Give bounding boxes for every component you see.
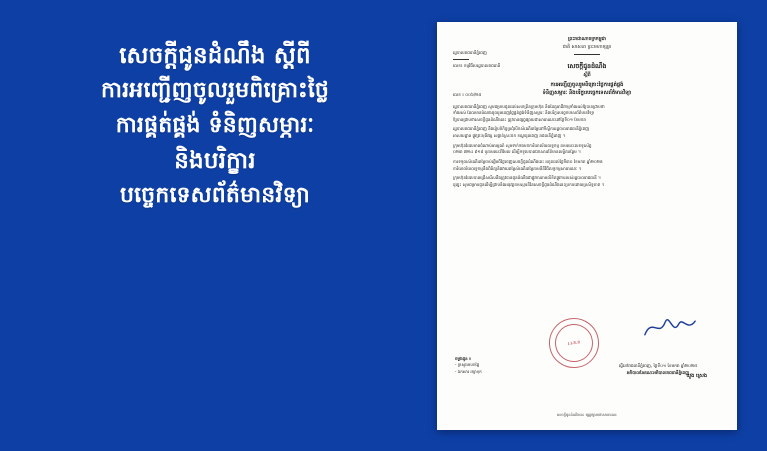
cc-block [455,356,535,376]
kingdom-line-2: ជាតិ សាសនា ព្រះមហាក្សត្រ [562,44,612,50]
handwritten-signature-icon [641,312,699,342]
official-seal-icon [546,315,602,371]
signer-name: ឃួង ស្រេង [686,373,707,379]
body-paragraph: រដ្ឋបាលរាជធានីភ្នំពេញ សូមជម្រាបជូនដល់សហគ្រិនក្រុមហ៊ុន និងដៃគូអាជីវកម្មទាំងអស់ឱ្យបានជ្រាបថា [453,103,605,109]
headline-line-4: និងបរិក្ខារ [174,148,256,175]
date-line: ធ្វើនៅរាជធានីភ្នំពេញ, ថ្ងៃទី០១ ខែមករា ឆ្នាំ២០២៥ [618,362,698,368]
body-paragraph: ក្រុមហ៊ុនដែលមានចំណាប់អារម្មណ៍ សូមទាក់ទងមកការិយាល័យលទ្ធកម្ម តាមរយៈលេខទូរស័ព្ទ [453,142,592,148]
title-line-4: ទំនិញសម្ភារៈ និងបរិក្ខារបច្ចេកទេសព័ត៌មានវិទ្យា [542,89,632,96]
title-line-1: សេចក្តីជូនដំណឹង [567,62,607,70]
header-divider [574,54,600,55]
kingdom-line-1: ព្រះរាជាណាចក្រកម្ពុជា [567,37,607,42]
body-paragraph: ក្រុមហ៊ុនដែលបានជ្រើសរើសនឹងត្រូវបានជូនដំណឹងជាផ្លូវការតាមលិខិតផ្លូវការរបស់រដ្ឋបាលរាជធានី ។ [453,175,601,181]
letter-body [453,104,721,189]
body-paragraph: រដ្ឋបាលរាជធានីភ្នំពេញ នឹងរៀបចំកិច្ចប្រជុំបើកសំណើរតម្លៃនៅទីស្តីការរដ្ឋបាលរាជធានីភ្នំពេញ [453,126,590,132]
letter-content [453,34,721,420]
body-paragraph: ការទទួលសំណើរតម្លៃចាប់ផ្តើមពីថ្ងៃចេញសេចក្តីជូនដំណឹងនេះ រហូតដល់ថ្ងៃទី៣០ ខែមករា ឆ្នាំ២០២៥ [453,158,603,164]
document-image [437,22,737,430]
headline-line-1: សេចក្តីជូនដំណឹង ស្តីពី [119,43,311,69]
body-paragraph: ឱ្យបានជ្រាបថាសេចក្តីជូនដំណឹងនេះ ត្រូវបានផ្សព្វផ្សាយជាសាធារណៈនៅថ្ងៃទី០១ ខែមករា [453,116,586,122]
footer-note: សេចក្តីជូនដំណឹងនេះ ផ្សព្វផ្សាយជាសាធារណៈ [556,413,618,417]
headline-line-5: បច្ចេកទេសព័ត៌មានវិទ្យា [120,183,310,209]
ministry-divider [453,59,469,60]
seal-text: រ.រ.ភ.ព [567,339,581,346]
cc-title: ចម្លងជូន ៖ [455,355,471,361]
cc-item: - ឯកសារ រក្សាទុក [455,369,482,375]
body-paragraph: ទាំងអស់ ដែលមានបំណងចូលរួមដេញថ្លៃផ្គត់ផ្គង់ទំនិញសម្ភារៈ និងបរិក្ខារបច្ចេកទេសព័ត៌មានវិទ្យា [453,110,595,116]
title-line-3: ការអញ្ជើញចូលរួមពិគ្រោះថ្លៃការផ្គត់ផ្គង់ [550,81,624,88]
cc-item: - ក្រសួងមហាផ្ទៃ [455,362,480,368]
body-paragraph: ដូច្នេះ សូមជម្រាបជូនដើម្បីជ្រាបនិងអនុវត្តតាមស្មារតីនៃសេចក្តីជូនដំណឹងនេះប្រកបដោយប្រសិទ្ធភាព ។ [453,181,605,187]
title-line-2: ស្តីពី [583,72,591,78]
reference-number: លេខ ៖ ០០៦/២៥ [453,92,482,97]
body-paragraph: ០២៣ ៧២៤ ៩១៨ ឬតាមរយៈអ៊ីមែល ដើម្បីទទួលបានឯកសារព័ត៌មានលម្អិតបន្ថែម ។ [453,149,581,155]
body-paragraph: ការិយាល័យលទ្ធកម្មនឹងពិនិត្យនិងវាយតម្លៃសំណើរតម្លៃតាមនីតិវិធីលទ្ធកម្មសាធារណៈ ។ [453,165,582,171]
ministry-line-1: រដ្ឋបាលរាជធានីភ្នំពេញ [453,50,487,55]
ministry-line-2: លេខ៖ កម្មវិធីរបរដ្ឋបាលរាជធានី [453,62,501,68]
signer-role: អភិបាលនៃគណៈអភិបាលរាជធានីភ្នំពេញ [626,369,690,375]
letter-paper [437,22,737,430]
body-paragraph: អាសយដ្ឋាន ផ្លូវព្រះមុនីវង្ស សង្កាត់ស្រះចក ខណ្ឌដូនពេញ រាជធានីភ្នំពេញ ។ [453,133,566,139]
ministry-header [453,50,573,97]
headline-line-2: ការអញ្ជើញចូលរួមពិគ្រោះថ្លៃ [100,78,330,104]
announcement-headline [0,38,430,214]
headline-line-3: ការផ្គត់ផ្គង់ ទំនិញសម្ភារៈ [115,112,315,138]
